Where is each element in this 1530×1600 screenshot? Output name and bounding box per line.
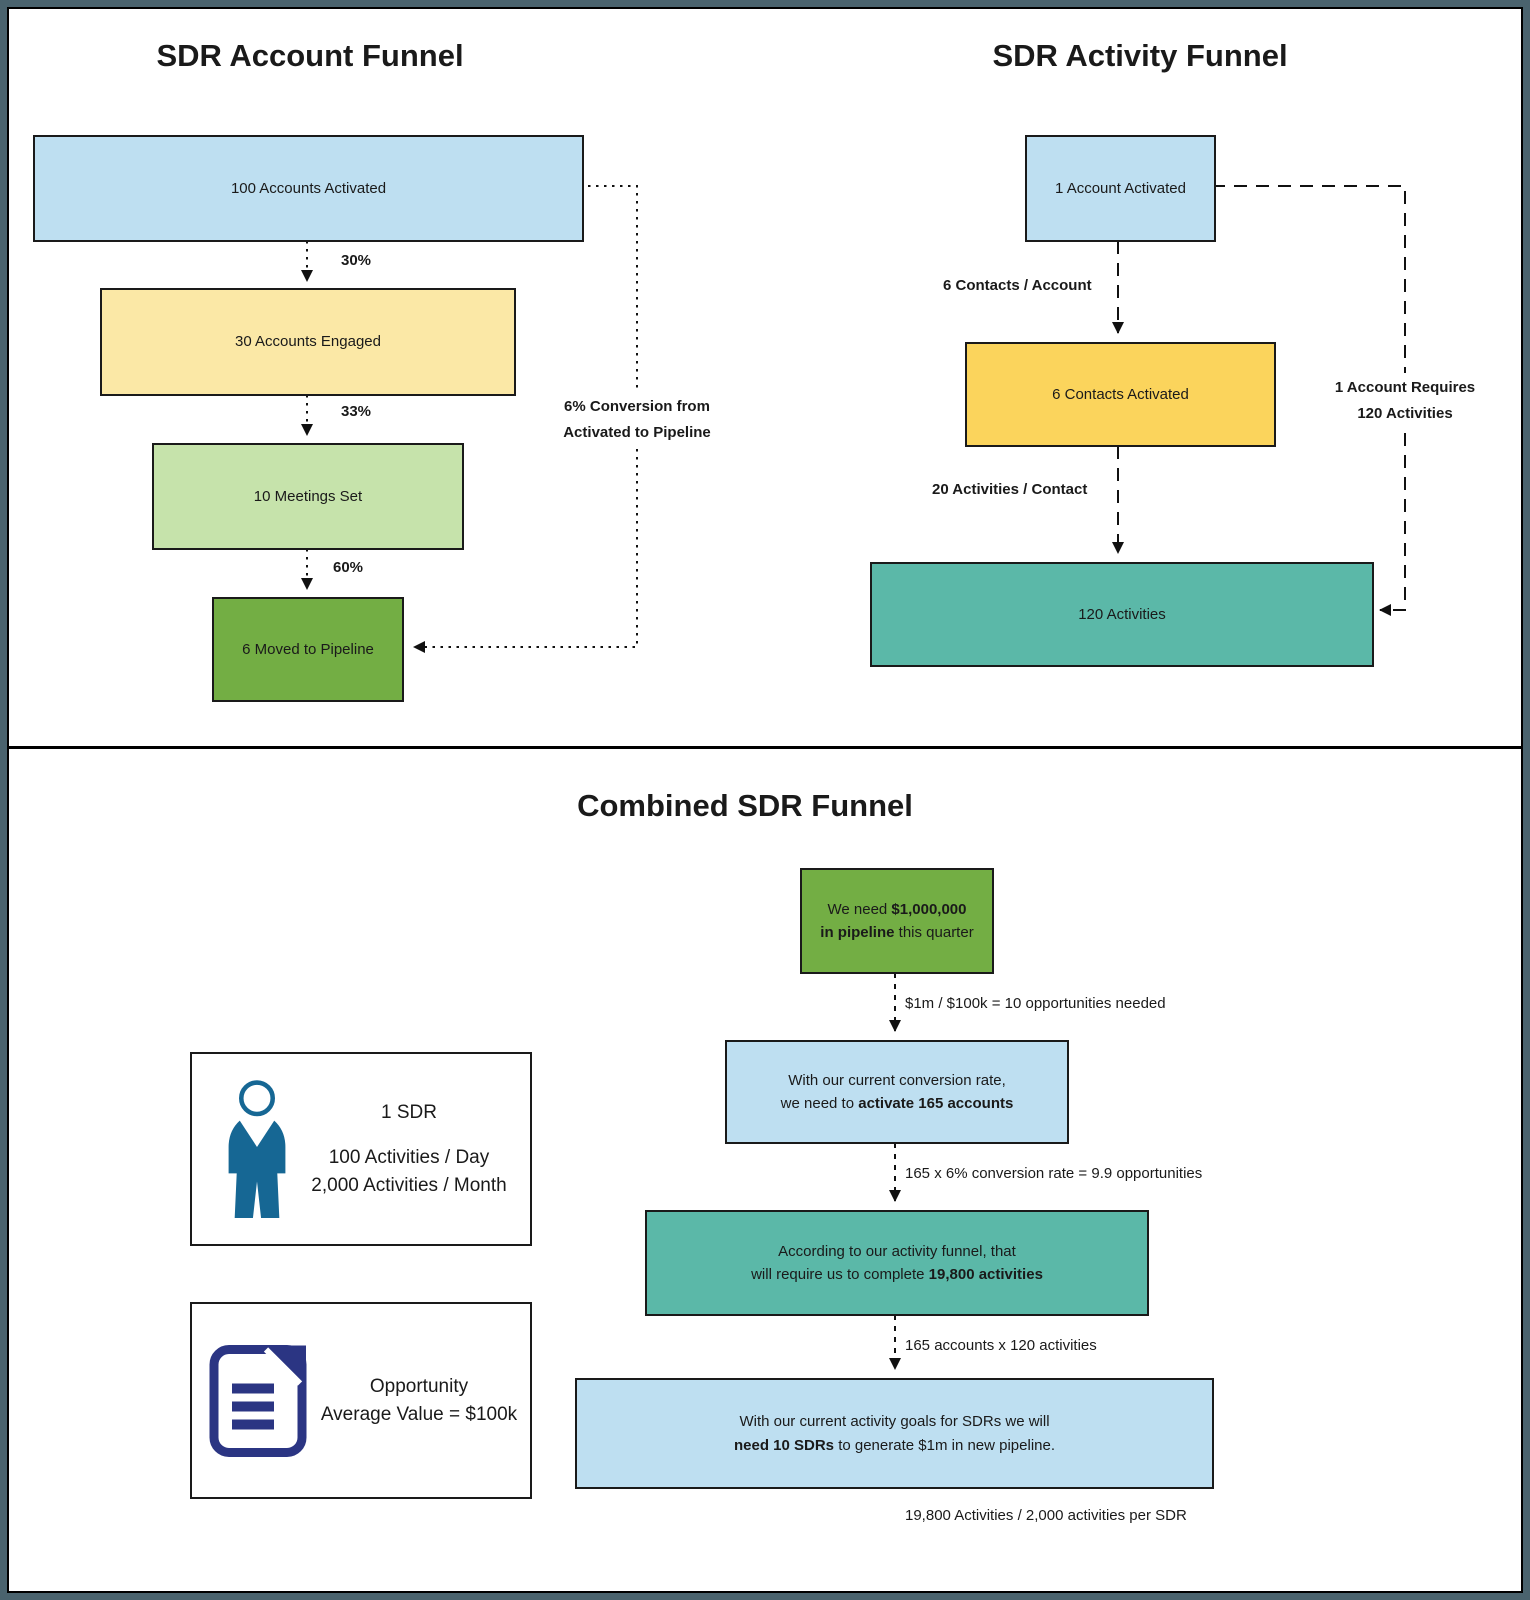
sdr-card-text — [288, 1099, 530, 1200]
combined-footnote: 19,800 Activities / 2,000 activities per SDR — [905, 1507, 1187, 1524]
text: We need — [827, 900, 892, 918]
combined-funnel-title: Combined SDR Funnel — [577, 788, 913, 823]
text-bold: 19,800 activities — [928, 1266, 1043, 1283]
combined-green-box — [800, 868, 994, 974]
green-box-text — [820, 898, 973, 945]
text: we need to — [780, 1095, 859, 1112]
combined-flow-label-2: 165 x 6% conversion rate = 9.9 opportunities — [905, 1165, 1203, 1182]
text: to generate $1m in new pipeline. — [834, 1436, 1056, 1454]
text: With our current activity goals for SDRs we will — [739, 1413, 1050, 1431]
text-bold: in pipeline — [820, 924, 895, 941]
text: this quarter — [894, 924, 974, 941]
stage-label: 10 Meetings Set — [253, 487, 363, 505]
sdr-card-title: 1 SDR — [381, 1101, 437, 1123]
text-bold: $1,000,000 — [891, 900, 967, 918]
sdr-card-line2: 2,000 Activities / Month — [311, 1174, 507, 1196]
bypass-label-line1: 1 Account Requires — [1334, 379, 1476, 396]
bypass-label-line2: 120 Activities — [1357, 405, 1453, 423]
teal-box-text — [751, 1240, 1043, 1287]
text: With our current conversion rate, — [788, 1071, 1006, 1089]
combined-flow-label-3: 165 accounts x 120 activities — [905, 1337, 1097, 1354]
text: will require us to complete — [751, 1266, 929, 1283]
activity-funnel-stage-2 — [965, 342, 1276, 447]
stage-label: 120 Activities — [1078, 605, 1166, 623]
opportunity-card-line1: Opportunity — [369, 1375, 469, 1397]
stage-label: 1 Account Activated — [1055, 179, 1186, 197]
stage-label: 100 Accounts Activated — [230, 179, 387, 197]
activity-step-contacts: 6 Contacts / Account — [943, 277, 1092, 294]
stage-label: 6 Moved to Pipeline — [242, 640, 374, 658]
person-icon — [226, 1078, 288, 1220]
combined-flow-label-1: $1m / $100k = 10 opportunities needed — [905, 995, 1166, 1012]
combined-blue-box-1 — [725, 1040, 1069, 1144]
account-step-33pct: 33% — [341, 403, 372, 420]
blue-box-1-text — [781, 1069, 1014, 1116]
activity-bypass-label — [1330, 373, 1480, 430]
activity-funnel-title: SDR Activity Funnel — [992, 38, 1288, 73]
document-icon — [208, 1341, 308, 1461]
section-divider — [9, 746, 1521, 749]
combined-blue-box-2 — [575, 1378, 1214, 1489]
sdr-card — [190, 1052, 532, 1246]
sdr-card-line1: 100 Activities / Day — [328, 1147, 490, 1169]
combined-teal-box — [645, 1210, 1149, 1316]
activity-funnel-stage-1 — [1025, 135, 1216, 242]
stage-label: 30 Accounts Engaged — [235, 333, 381, 351]
account-bypass-label — [558, 392, 716, 449]
account-step-60pct: 60% — [333, 559, 364, 576]
account-funnel-stage-2 — [100, 288, 516, 396]
opportunity-card-text — [308, 1373, 530, 1428]
activity-funnel-stage-3 — [870, 562, 1374, 667]
account-funnel-stage-4 — [212, 597, 404, 702]
opportunity-card-line2: Average Value = $100k — [320, 1403, 518, 1425]
bypass-label-line1: 6% Conversion from — [564, 398, 710, 415]
text-bold: need 10 SDRs — [733, 1436, 835, 1454]
account-step-30pct: 30% — [341, 252, 372, 269]
account-funnel-title: SDR Account Funnel — [156, 38, 464, 73]
account-funnel-stage-1 — [33, 135, 584, 242]
text-bold: activate 165 accounts — [858, 1095, 1014, 1112]
stage-label: 6 Contacts Activated — [1052, 385, 1189, 403]
activity-step-activities: 20 Activities / Contact — [932, 481, 1088, 498]
account-funnel-stage-3 — [152, 443, 464, 550]
blue-box-2-text — [734, 1410, 1055, 1457]
text: According to our activity funnel, that — [778, 1242, 1016, 1260]
bypass-label-line2: Activated to Pipeline — [563, 424, 711, 442]
opportunity-card — [190, 1302, 532, 1499]
